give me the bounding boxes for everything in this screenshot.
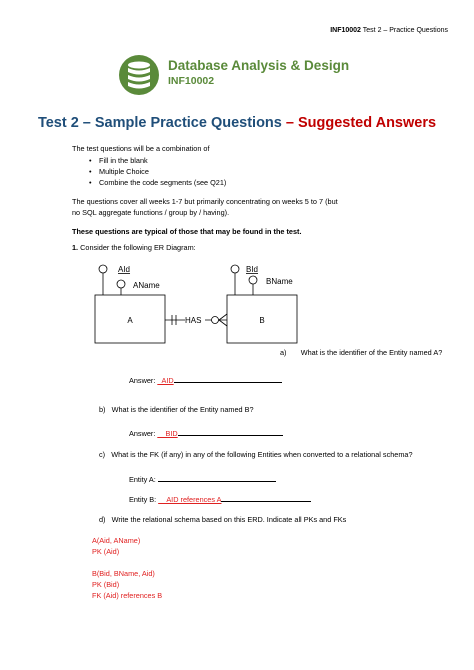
running-header	[330, 27, 448, 34]
question-1-prompt: 1. Consider the following ER Diagram:	[72, 243, 196, 252]
bullet-item: • Fill in the blank	[89, 156, 148, 165]
schema-line: FK (Aid) references B	[92, 591, 163, 600]
b-key-label: BId	[246, 265, 259, 274]
schema-line: A(Aid, AName)	[92, 536, 141, 545]
relationship-label: HAS	[185, 316, 202, 325]
coverage-text: The questions cover all weeks 1-7 but primarily concentrating on weeks 5 to 7 (but	[72, 197, 338, 206]
attribute-circle	[249, 276, 257, 284]
answer-b-value: __BID	[157, 429, 178, 438]
answer-a-value: _AID	[157, 376, 174, 385]
schema-line: PK (Bid)	[92, 580, 120, 589]
brand-title: Database Analysis & Design	[168, 58, 350, 73]
title-main: Test 2 – Sample Practice Questions	[37, 115, 286, 131]
brand-code: INF10002	[168, 75, 215, 87]
typical-note: These questions are typical of those that may be found in the test.	[72, 227, 302, 236]
question-a: a) What is the identifier of the Entity named A?	[280, 348, 443, 357]
bullet-item: • Combine the code segments (see Q21)	[89, 178, 227, 187]
question-b: b) What is the identifier of the Entity named B?	[99, 405, 254, 414]
answer-c-entity-a: Entity A:	[129, 473, 276, 484]
bullet-item: • Multiple Choice	[89, 167, 149, 176]
title-accent: – Suggested Answers	[285, 115, 437, 131]
answer-b: Answer: __BID	[129, 427, 283, 438]
coverage-text-2: no SQL aggregate functions / group by / having).	[72, 208, 230, 217]
header-code: INF10002	[330, 27, 361, 34]
schema-line: B(Bid, BName, Aid)	[92, 569, 155, 578]
schema-line: PK (Aid)	[92, 547, 120, 556]
entity-b-label: B	[259, 316, 265, 325]
answer-c-entity-b: Entity B: __AID references A	[129, 493, 311, 504]
answer-a: Answer: _AID	[129, 374, 282, 385]
answer-c-value: __AID references A	[158, 495, 222, 504]
key-attribute-circle	[231, 265, 239, 273]
header-text: Test 2 – Practice Questions	[362, 27, 448, 34]
intro-lead: The test questions will be a combination of	[72, 144, 210, 153]
a-key-label: AId	[118, 265, 131, 274]
question-c: c) What is the FK (if any) in any of the following Entities when converted to a relational schema?	[99, 450, 413, 459]
attribute-circle	[117, 280, 125, 288]
page-title	[0, 115, 474, 131]
b-attr-label: BName	[266, 277, 293, 286]
a-attr-label: AName	[133, 281, 160, 290]
entity-a-label: A	[127, 316, 133, 325]
key-attribute-circle	[99, 265, 107, 273]
database-cylinder-icon	[118, 54, 160, 101]
question-d: d) Write the relational schema based on this ERD. Indicate all PKs and FKs	[99, 515, 347, 524]
